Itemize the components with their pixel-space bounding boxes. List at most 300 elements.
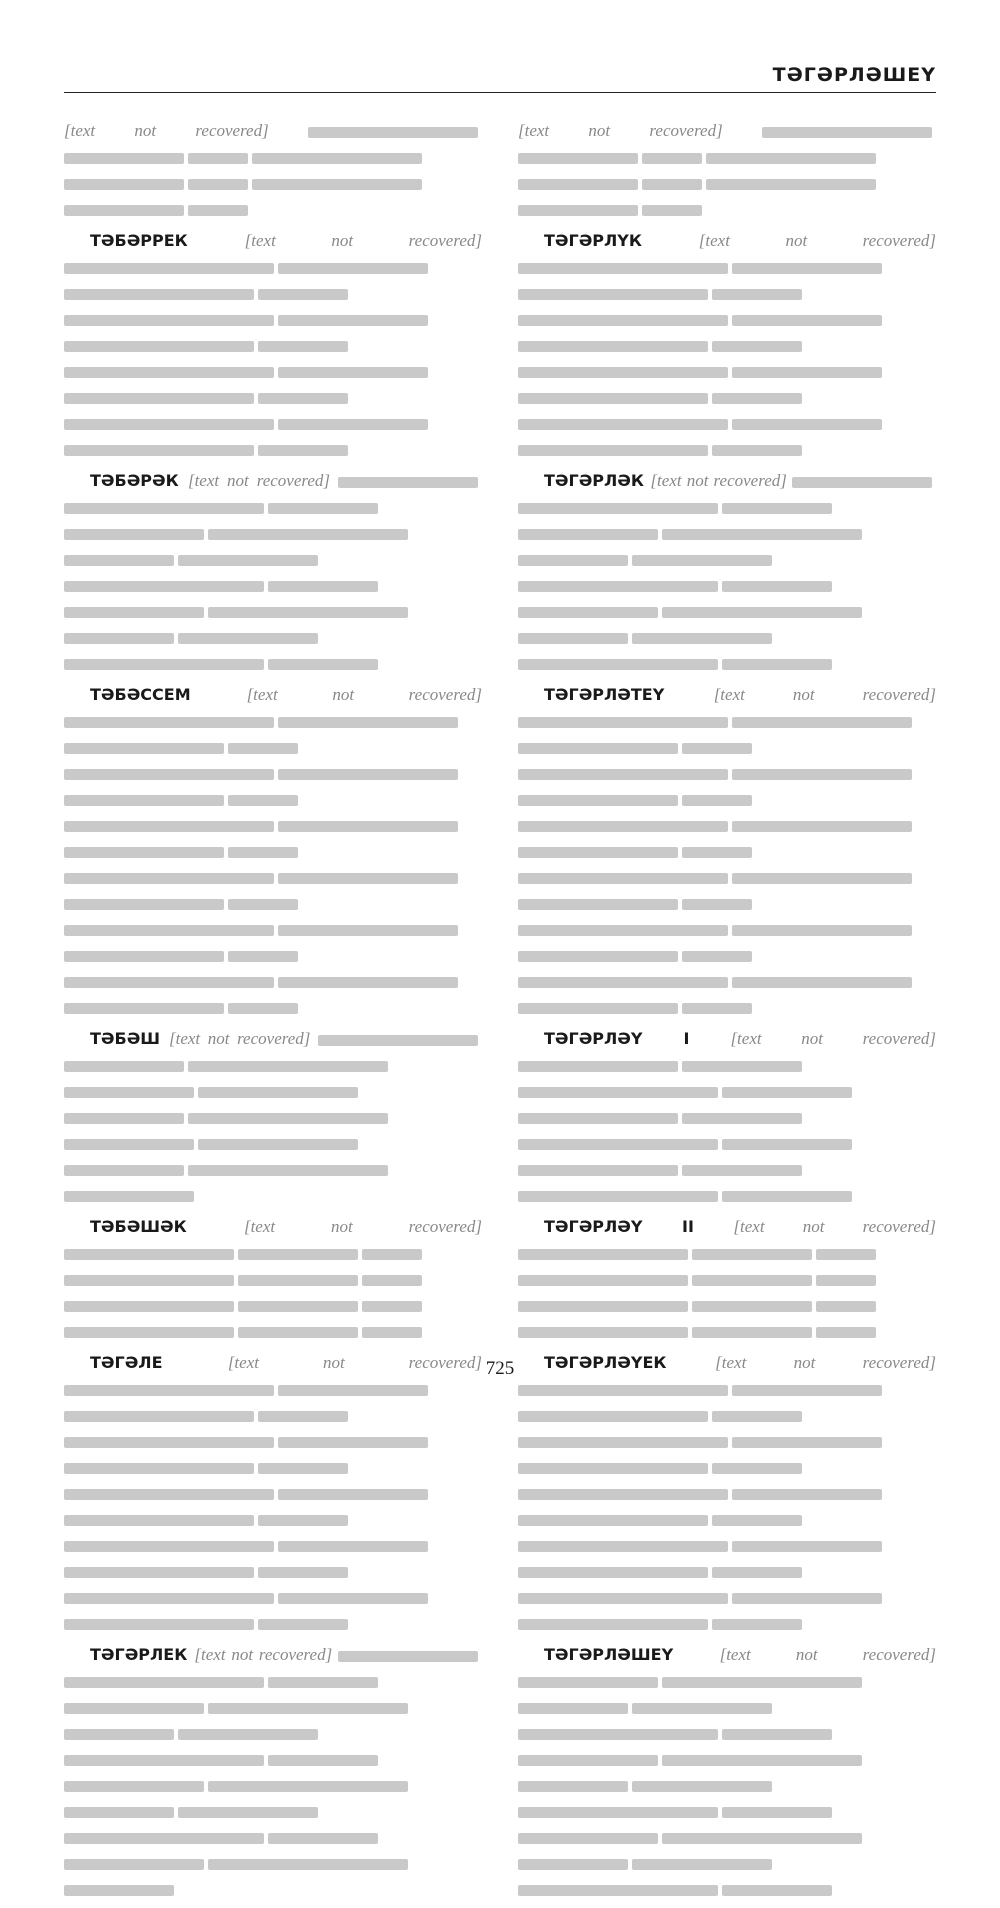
text-line-placeholder	[518, 419, 728, 430]
text-line-placeholder	[632, 1781, 772, 1792]
text-line-placeholder	[518, 341, 708, 352]
text-line-placeholder	[252, 179, 422, 190]
text-line-placeholder	[64, 659, 264, 670]
text-line-placeholder	[228, 951, 298, 962]
text-line-placeholder	[238, 1249, 358, 1260]
text-line-placeholder	[64, 1515, 254, 1526]
text-line-placeholder	[258, 1567, 348, 1578]
entry-body-placeholder: [text not recovered]	[719, 1645, 936, 1664]
text-line-placeholder	[722, 581, 832, 592]
text-line-placeholder	[518, 847, 678, 858]
entry-body-placeholder: [text not recovered]	[246, 685, 482, 704]
entry-body-placeholder: [text not recovered]	[64, 121, 308, 140]
text-line-placeholder	[722, 659, 832, 670]
dictionary-entry	[64, 1026, 482, 1208]
text-line-placeholder	[188, 1061, 388, 1072]
text-line-placeholder	[518, 1139, 718, 1150]
text-line-placeholder	[682, 899, 752, 910]
dictionary-entry	[64, 1642, 482, 1902]
text-line-placeholder	[518, 1729, 718, 1740]
text-line-placeholder	[518, 1593, 728, 1604]
text-line-placeholder	[732, 1385, 882, 1396]
text-line-placeholder	[662, 529, 862, 540]
text-line-placeholder	[518, 1437, 728, 1448]
text-line-placeholder	[258, 445, 348, 456]
text-line-placeholder	[732, 1593, 882, 1604]
text-line-placeholder	[518, 393, 708, 404]
text-line-placeholder	[692, 1275, 812, 1286]
text-line-placeholder	[732, 769, 912, 780]
text-line-placeholder	[712, 1619, 802, 1630]
entry-headword: ТӘБӘРРЕК	[90, 231, 245, 250]
text-line-placeholder	[662, 1755, 862, 1766]
text-line-placeholder	[518, 951, 678, 962]
text-line-placeholder	[238, 1275, 358, 1286]
text-line-placeholder	[518, 1191, 718, 1202]
text-line-placeholder	[518, 1061, 678, 1072]
text-line-placeholder	[64, 205, 184, 216]
text-line-placeholder	[662, 1833, 862, 1844]
text-line-placeholder	[238, 1301, 358, 1312]
page-number: 725	[485, 1358, 515, 1379]
text-line-placeholder	[64, 1301, 234, 1312]
text-line-placeholder	[278, 1541, 428, 1552]
text-line-placeholder	[518, 1165, 678, 1176]
text-line-placeholder	[712, 1411, 802, 1422]
text-line-placeholder	[64, 529, 204, 540]
text-line-placeholder	[518, 769, 728, 780]
text-line-placeholder	[682, 1003, 752, 1014]
text-line-placeholder	[732, 315, 882, 326]
text-line-placeholder	[518, 1567, 708, 1578]
text-line-placeholder	[64, 445, 254, 456]
text-line-placeholder	[732, 977, 912, 988]
text-line-placeholder	[208, 1781, 408, 1792]
entry-body-placeholder: [text not recovered]	[650, 471, 792, 490]
text-line-placeholder	[268, 1833, 378, 1844]
text-line-placeholder	[338, 1651, 478, 1662]
text-line-placeholder	[258, 1463, 348, 1474]
text-line-placeholder	[64, 153, 184, 164]
text-line-placeholder	[518, 1541, 728, 1552]
text-line-placeholder	[64, 847, 224, 858]
text-line-placeholder	[682, 743, 752, 754]
dictionary-entry	[64, 1350, 482, 1636]
text-line-placeholder	[722, 1139, 852, 1150]
text-line-placeholder	[188, 1113, 388, 1124]
entry-headword: ТӘБӘРӘК	[90, 471, 188, 490]
text-line-placeholder	[518, 1807, 718, 1818]
text-line-placeholder	[64, 1139, 194, 1150]
dictionary-entry	[64, 1214, 482, 1344]
text-line-placeholder	[64, 1087, 194, 1098]
entry-headword: ТӘБӘШӘК	[90, 1217, 244, 1236]
text-line-placeholder	[278, 873, 458, 884]
entry-continuation	[64, 118, 482, 222]
text-line-placeholder	[816, 1249, 876, 1260]
text-line-placeholder	[208, 1859, 408, 1870]
text-line-placeholder	[362, 1301, 422, 1312]
text-line-placeholder	[268, 1755, 378, 1766]
text-line-placeholder	[518, 1463, 708, 1474]
text-line-placeholder	[64, 1541, 274, 1552]
text-line-placeholder	[198, 1087, 358, 1098]
text-line-placeholder	[64, 795, 224, 806]
text-line-placeholder	[64, 555, 174, 566]
text-line-placeholder	[682, 847, 752, 858]
entry-body-placeholder: [text not recovered]	[243, 1217, 482, 1236]
text-line-placeholder	[278, 717, 458, 728]
text-line-placeholder	[258, 1619, 348, 1630]
text-line-placeholder	[268, 1677, 378, 1688]
text-line-placeholder	[64, 419, 274, 430]
text-line-placeholder	[682, 1165, 802, 1176]
text-line-placeholder	[518, 607, 658, 618]
text-line-placeholder	[64, 1807, 174, 1818]
text-line-placeholder	[64, 341, 254, 352]
text-line-placeholder	[762, 127, 932, 138]
text-line-placeholder	[308, 127, 478, 138]
text-line-placeholder	[64, 1729, 174, 1740]
text-line-placeholder	[64, 1703, 204, 1714]
dictionary-entry	[518, 1642, 936, 1902]
text-line-placeholder	[178, 1729, 318, 1740]
text-line-placeholder	[712, 445, 802, 456]
text-line-placeholder	[682, 1113, 802, 1124]
text-line-placeholder	[64, 633, 174, 644]
entry-headword: ТӘГӘЛЕ	[90, 1353, 228, 1372]
text-line-placeholder	[278, 1489, 428, 1500]
left-column	[64, 118, 482, 1908]
text-line-placeholder	[722, 1729, 832, 1740]
entry-headword: ТӘГӘРЛӘТЕҮ	[544, 685, 714, 704]
text-line-placeholder	[518, 315, 728, 326]
text-line-placeholder	[64, 1003, 224, 1014]
text-line-placeholder	[64, 1619, 254, 1630]
text-line-placeholder	[188, 205, 248, 216]
text-line-placeholder	[64, 1165, 184, 1176]
text-line-placeholder	[712, 341, 802, 352]
entry-body-placeholder: [text not recovered]	[244, 231, 482, 250]
text-line-placeholder	[706, 153, 876, 164]
text-line-placeholder	[64, 1755, 264, 1766]
text-line-placeholder	[278, 263, 428, 274]
text-line-placeholder	[64, 1191, 194, 1202]
text-line-placeholder	[518, 1515, 708, 1526]
entry-headword: ТӘГӘРЛӘҮЕК	[544, 1353, 716, 1372]
text-line-placeholder	[792, 477, 932, 488]
entry-continuation	[518, 118, 936, 222]
text-line-placeholder	[228, 847, 298, 858]
text-line-placeholder	[64, 393, 254, 404]
entry-body-placeholder: [text not recovered]	[715, 1353, 936, 1372]
text-line-placeholder	[518, 367, 728, 378]
dictionary-entry	[518, 228, 936, 462]
text-line-placeholder	[178, 1807, 318, 1818]
text-line-placeholder	[816, 1301, 876, 1312]
text-line-placeholder	[722, 1087, 852, 1098]
right-column	[518, 118, 936, 1908]
text-line-placeholder	[268, 659, 378, 670]
text-line-placeholder	[64, 1385, 274, 1396]
text-line-placeholder	[518, 1677, 658, 1688]
text-line-placeholder	[64, 289, 254, 300]
text-line-placeholder	[64, 1677, 264, 1688]
text-line-placeholder	[518, 1275, 688, 1286]
text-line-placeholder	[188, 1165, 388, 1176]
text-line-placeholder	[64, 1437, 274, 1448]
text-line-placeholder	[518, 717, 728, 728]
text-line-placeholder	[278, 1593, 428, 1604]
text-line-placeholder	[278, 419, 428, 430]
text-line-placeholder	[642, 205, 702, 216]
text-line-placeholder	[632, 633, 772, 644]
text-line-placeholder	[518, 1301, 688, 1312]
text-line-placeholder	[518, 503, 718, 514]
text-line-placeholder	[722, 1885, 832, 1896]
text-line-placeholder	[518, 633, 628, 644]
text-line-placeholder	[64, 1781, 204, 1792]
text-line-placeholder	[682, 795, 752, 806]
text-line-placeholder	[362, 1327, 422, 1338]
entry-body-placeholder: [text not recovered]	[713, 685, 936, 704]
text-line-placeholder	[64, 315, 274, 326]
text-line-placeholder	[722, 1191, 852, 1202]
text-line-placeholder	[64, 1327, 234, 1338]
text-line-placeholder	[278, 1437, 428, 1448]
text-line-placeholder	[518, 1781, 628, 1792]
text-line-placeholder	[732, 367, 882, 378]
text-line-placeholder	[278, 1385, 428, 1396]
text-line-placeholder	[228, 899, 298, 910]
text-line-placeholder	[178, 555, 318, 566]
text-line-placeholder	[632, 1703, 772, 1714]
dictionary-entry	[518, 1026, 936, 1208]
text-line-placeholder	[682, 951, 752, 962]
text-line-placeholder	[518, 1885, 718, 1896]
text-line-placeholder	[732, 1489, 882, 1500]
text-line-placeholder	[706, 179, 876, 190]
text-line-placeholder	[518, 1249, 688, 1260]
text-line-placeholder	[732, 1437, 882, 1448]
text-line-placeholder	[258, 289, 348, 300]
entry-body-placeholder: [text not recovered]	[730, 1029, 936, 1048]
entry-headword: ТӘГӘРЛӘҮ I	[544, 1029, 731, 1048]
text-line-placeholder	[712, 1515, 802, 1526]
text-line-placeholder	[64, 977, 274, 988]
text-line-placeholder	[64, 1411, 254, 1422]
text-line-placeholder	[712, 393, 802, 404]
text-line-placeholder	[712, 1463, 802, 1474]
text-line-placeholder	[518, 1755, 658, 1766]
entry-body-placeholder: [text not recovered]	[227, 1353, 482, 1372]
text-line-placeholder	[518, 1327, 688, 1338]
text-line-placeholder	[198, 1139, 358, 1150]
text-line-placeholder	[278, 769, 458, 780]
entry-body-placeholder: [text not recovered]	[187, 471, 338, 490]
text-line-placeholder	[64, 367, 274, 378]
text-line-placeholder	[662, 607, 862, 618]
entry-body-placeholder: [text not recovered]	[168, 1029, 318, 1048]
text-line-placeholder	[518, 153, 638, 164]
text-line-placeholder	[208, 529, 408, 540]
text-line-placeholder	[712, 289, 802, 300]
text-line-placeholder	[64, 503, 264, 514]
text-line-placeholder	[518, 873, 728, 884]
text-line-placeholder	[64, 581, 264, 592]
text-line-placeholder	[816, 1327, 876, 1338]
text-line-placeholder	[338, 477, 478, 488]
entry-headword: ТӘБӘССЕМ	[90, 685, 247, 704]
text-line-placeholder	[252, 153, 422, 164]
text-line-placeholder	[362, 1275, 422, 1286]
text-line-placeholder	[278, 367, 428, 378]
entry-body-placeholder: [text not recovered]	[733, 1217, 936, 1236]
text-line-placeholder	[64, 821, 274, 832]
text-line-placeholder	[722, 503, 832, 514]
dictionary-entry	[64, 468, 482, 676]
text-line-placeholder	[732, 419, 882, 430]
text-line-placeholder	[64, 951, 224, 962]
text-line-placeholder	[518, 1703, 628, 1714]
text-line-placeholder	[64, 1567, 254, 1578]
text-line-placeholder	[64, 1885, 174, 1896]
dictionary-entry	[518, 1214, 936, 1344]
text-line-placeholder	[268, 503, 378, 514]
text-line-placeholder	[64, 925, 274, 936]
text-line-placeholder	[518, 205, 638, 216]
text-line-placeholder	[64, 899, 224, 910]
text-line-placeholder	[258, 393, 348, 404]
text-line-placeholder	[64, 873, 274, 884]
entry-headword: ТӘГӘРЛҮК	[544, 231, 699, 250]
text-line-placeholder	[632, 555, 772, 566]
text-line-placeholder	[518, 263, 728, 274]
text-line-placeholder	[64, 1859, 204, 1870]
text-line-placeholder	[268, 581, 378, 592]
text-line-placeholder	[518, 899, 678, 910]
text-line-placeholder	[518, 581, 718, 592]
text-line-placeholder	[632, 1859, 772, 1870]
text-line-placeholder	[278, 977, 458, 988]
text-line-placeholder	[228, 795, 298, 806]
text-line-placeholder	[732, 263, 882, 274]
text-line-placeholder	[518, 925, 728, 936]
text-line-placeholder	[732, 925, 912, 936]
text-line-placeholder	[712, 1567, 802, 1578]
text-line-placeholder	[732, 873, 912, 884]
text-line-placeholder	[64, 717, 274, 728]
text-line-placeholder	[732, 717, 912, 728]
text-line-placeholder	[732, 821, 912, 832]
text-line-placeholder	[64, 769, 274, 780]
text-line-placeholder	[642, 179, 702, 190]
entry-headword: ТӘГӘРЛӘШЕҮ	[544, 1645, 720, 1664]
text-line-placeholder	[518, 445, 708, 456]
entry-headword: ТӘГӘРЛЕК	[90, 1645, 195, 1664]
entry-body-placeholder: [text not recovered]	[698, 231, 936, 250]
dictionary-entry	[64, 228, 482, 462]
text-line-placeholder	[208, 1703, 408, 1714]
text-line-placeholder	[518, 821, 728, 832]
text-line-placeholder	[64, 1061, 184, 1072]
text-line-placeholder	[64, 1249, 234, 1260]
text-line-placeholder	[518, 1833, 658, 1844]
text-line-placeholder	[258, 1515, 348, 1526]
text-line-placeholder	[318, 1035, 478, 1046]
text-line-placeholder	[518, 1619, 708, 1630]
text-line-placeholder	[64, 607, 204, 618]
text-line-placeholder	[518, 659, 718, 670]
entry-headword: ТӘГӘРЛӘК	[544, 471, 651, 490]
text-line-placeholder	[816, 1275, 876, 1286]
text-line-placeholder	[518, 743, 678, 754]
text-line-placeholder	[178, 633, 318, 644]
running-head	[64, 64, 936, 93]
dictionary-entry	[518, 468, 936, 676]
text-line-placeholder	[518, 1859, 628, 1870]
text-line-placeholder	[518, 1003, 678, 1014]
text-line-placeholder	[188, 179, 248, 190]
text-line-placeholder	[64, 1113, 184, 1124]
text-line-placeholder	[64, 743, 224, 754]
text-line-placeholder	[228, 1003, 298, 1014]
entry-headword: ТӘГӘРЛӘҮ II	[544, 1217, 734, 1236]
text-line-placeholder	[64, 179, 184, 190]
text-line-placeholder	[692, 1327, 812, 1338]
text-line-placeholder	[518, 179, 638, 190]
dictionary-entry	[64, 682, 482, 1020]
text-line-placeholder	[692, 1301, 812, 1312]
text-line-placeholder	[278, 821, 458, 832]
text-line-placeholder	[278, 315, 428, 326]
text-line-placeholder	[64, 1463, 254, 1474]
text-line-placeholder	[518, 289, 708, 300]
text-line-placeholder	[518, 977, 728, 988]
text-line-placeholder	[188, 153, 248, 164]
entry-body-placeholder: [text not recovered]	[518, 121, 762, 140]
text-line-placeholder	[518, 795, 678, 806]
text-line-placeholder	[362, 1249, 422, 1260]
text-line-placeholder	[208, 607, 408, 618]
text-line-placeholder	[642, 153, 702, 164]
text-line-placeholder	[732, 1541, 882, 1552]
text-line-placeholder	[278, 925, 458, 936]
text-line-placeholder	[682, 1061, 802, 1072]
text-line-placeholder	[518, 1087, 718, 1098]
entry-body-placeholder: [text not recovered]	[194, 1645, 338, 1664]
text-line-placeholder	[692, 1249, 812, 1260]
text-line-placeholder	[518, 1385, 728, 1396]
running-title: ТӘГӘРЛӘШЕҮ	[772, 64, 936, 86]
text-line-placeholder	[662, 1677, 862, 1688]
text-line-placeholder	[258, 1411, 348, 1422]
text-line-placeholder	[518, 1411, 708, 1422]
text-line-placeholder	[518, 1489, 728, 1500]
text-line-placeholder	[228, 743, 298, 754]
text-line-placeholder	[238, 1327, 358, 1338]
dictionary-entry	[518, 1350, 936, 1636]
entry-headword: ТӘБӘШ	[90, 1029, 169, 1048]
text-line-placeholder	[64, 1833, 264, 1844]
text-line-placeholder	[64, 1593, 274, 1604]
text-line-placeholder	[518, 555, 628, 566]
text-line-placeholder	[518, 1113, 678, 1124]
text-line-placeholder	[64, 263, 274, 274]
text-line-placeholder	[518, 529, 658, 540]
dictionary-entry	[518, 682, 936, 1020]
text-line-placeholder	[64, 1275, 234, 1286]
